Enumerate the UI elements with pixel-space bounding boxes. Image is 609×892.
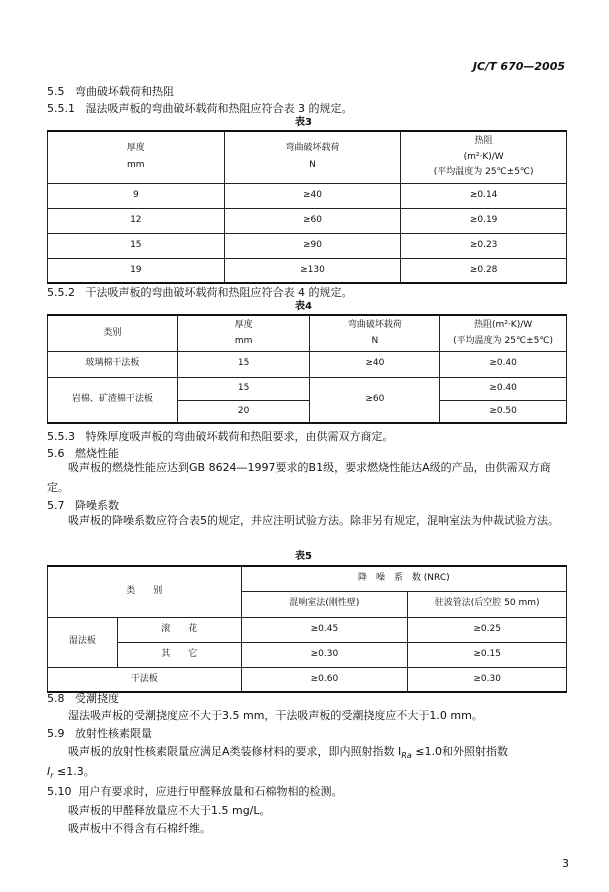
- section-5-9: [47, 728, 152, 739]
- section-title: 放射性核素限量: [75, 727, 152, 740]
- section-text: 湿法吸声板的弯曲破坏载荷和热阻应符合表 3 的规定。: [85, 102, 353, 115]
- section-title: 降噪系数: [75, 499, 119, 512]
- page-number: 3: [562, 857, 569, 870]
- table-5: [47, 565, 567, 693]
- section-title: 燃烧性能: [75, 447, 119, 460]
- table5-caption: 表5: [295, 551, 312, 562]
- table-row: 干法板 ≥0.60 ≥0.30: [48, 667, 567, 692]
- section-5-5: [47, 86, 174, 97]
- section-title: 弯曲破坏载荷和热阻: [75, 85, 174, 98]
- t5-header-reverb: 混响室法(刚性壁): [241, 591, 408, 617]
- t4-header-load: 弯曲破坏载荷 N: [310, 315, 440, 351]
- section-5-5-3: [47, 431, 394, 442]
- t3-header-resistance: 热阻 (m²·K)/W (平均温度为 25℃±5℃): [401, 131, 567, 183]
- table-row: 岩棉、矿渣棉干法板 15 ≥60 ≥0.40: [48, 377, 567, 400]
- table-row: 湿法板 滚 花 ≥0.45 ≥0.25: [48, 617, 567, 642]
- section-number: 5.6: [47, 447, 65, 460]
- t3-header-load: 弯曲破坏载荷 N: [224, 131, 401, 183]
- section-number: 5.9: [47, 727, 65, 740]
- table-row: 19 ≥130 ≥0.28: [48, 258, 567, 283]
- table-4: [47, 314, 567, 424]
- section-5-6-text: 吸声板的燃烧性能应达到GB 8624—1997要求的B1级，要求燃烧性能达A级的产品，由供需双方商定。: [47, 461, 551, 494]
- table-3: [47, 130, 567, 284]
- section-5-10-p2: 吸声板中不得含有石棉纤维。: [68, 822, 211, 835]
- section-5-10: [47, 786, 343, 797]
- t5-header-nrc: 降 噪 系 数 (NRC): [241, 566, 566, 591]
- document-code: JC/T 670—2005: [472, 60, 565, 73]
- section-5-8: [47, 693, 119, 704]
- section-5-9-line1: 吸声板的放射性核素限量应满足A类装修材料的要求，即内照射指数 $I_{Ra} \le 1.0$和外照射指数: [68, 745, 508, 761]
- table3-caption: 表3: [295, 117, 312, 128]
- table-row: 9 ≥40 ≥0.14: [48, 183, 567, 208]
- section-5-9-line2: $I_r \le 1.3$。: [47, 765, 95, 781]
- table-row: 玻璃棉干法板 15 ≥40 ≥0.40: [48, 351, 567, 377]
- section-number: 5.5.2: [47, 286, 75, 299]
- section-5-10-p1: 吸声板的甲醛释放量应不大于1.5 mg/L。: [68, 804, 271, 817]
- t5-header-category: 类 别: [48, 566, 242, 617]
- section-5-8-text: 湿法吸声板的受潮挠度应不大于3.5 mm，干法吸声板的受潮挠度应不大于1.0 mm。: [68, 709, 483, 722]
- section-5-5-2: [47, 287, 353, 298]
- t4-header-category: 类别: [48, 315, 178, 351]
- table-row: 12 ≥60 ≥0.19: [48, 208, 567, 233]
- table4-caption: 表4: [295, 301, 312, 312]
- table-row: 其 它 ≥0.30 ≥0.15: [48, 642, 567, 667]
- section-text: 用户有要求时，应进行甲醛释放量和石棉物相的检测。: [78, 785, 343, 798]
- t3-header-thickness: 厚度 mm: [48, 131, 225, 183]
- section-title: 受潮挠度: [75, 692, 119, 705]
- t5-header-tube: 驻波管法(后空腔 50 mm): [408, 591, 567, 617]
- section-number: 5.10: [47, 785, 72, 798]
- section-5-5-1: [47, 103, 353, 114]
- section-number: 5.5: [47, 85, 65, 98]
- section-number: 5.5.1: [47, 102, 75, 115]
- section-text: 干法吸声板的弯曲破坏载荷和热阻应符合表 4 的规定。: [85, 286, 353, 299]
- section-number: 5.8: [47, 692, 65, 705]
- table-row: 15 ≥90 ≥0.23: [48, 233, 567, 258]
- t4-header-thickness: 厚度 mm: [177, 315, 310, 351]
- section-5-7-text: 吸声板的降噪系数应符合表5的规定，并应注明试验方法。除非另有规定，混响室法为仲裁试验方法。: [68, 514, 559, 527]
- section-text: 特殊厚度吸声板的弯曲破坏载荷和热阻要求，由供需双方商定。: [85, 430, 394, 443]
- table-row: 20 ≥0.50: [48, 400, 567, 423]
- section-5-7: [47, 500, 119, 511]
- t4-header-resistance: 热阻(m²·K)/W (平均温度为 25℃±5℃): [440, 315, 567, 351]
- section-number: 5.7: [47, 499, 65, 512]
- section-number: 5.5.3: [47, 430, 75, 443]
